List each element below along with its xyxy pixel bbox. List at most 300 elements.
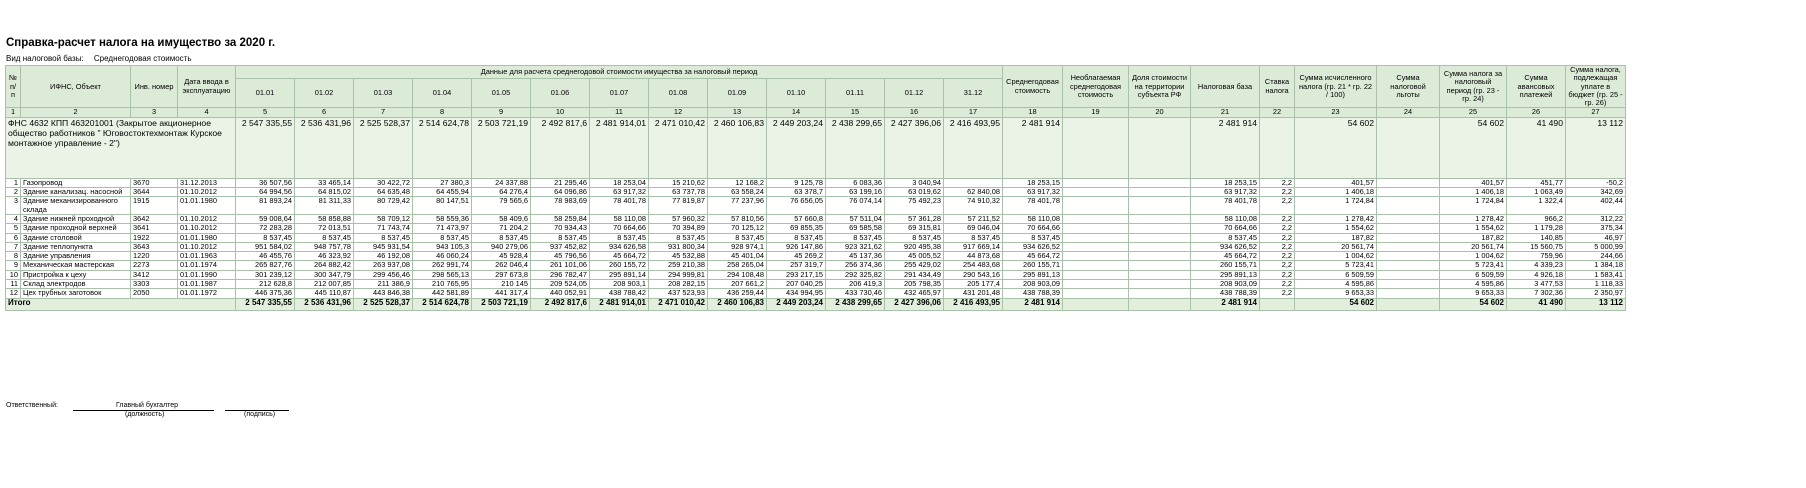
advance-payments: 4 926,18: [1507, 270, 1566, 279]
table-row: [6, 242, 1626, 251]
month-value: 8 537,45: [944, 233, 1003, 242]
month-value: 57 960,32: [649, 214, 708, 223]
month-value: 71 743,74: [354, 224, 413, 233]
column-number: 6: [295, 108, 354, 117]
column-number: 8: [413, 108, 472, 117]
share: [1129, 197, 1191, 215]
total-month-value: 2 481 914,01: [590, 298, 649, 310]
commission-date: 01.01.1972: [178, 289, 236, 298]
total-month-value: 2 547 335,55: [236, 298, 295, 310]
tax-rate: 2,2: [1260, 233, 1295, 242]
total-month-value: 2 503 721,19: [472, 298, 531, 310]
asset-name: Здание нижней проходной: [21, 214, 131, 223]
column-number: 1: [6, 108, 21, 117]
column-number: 3: [131, 108, 178, 117]
month-value: 63 917,32: [590, 188, 649, 197]
month-value: 290 543,16: [944, 270, 1003, 279]
month-value: 8 537,45: [413, 233, 472, 242]
average-cost: 18 253,15: [1003, 178, 1063, 187]
tax-payable: 46,97: [1566, 233, 1626, 242]
month-value: 207 040,25: [767, 280, 826, 289]
total-month-value: 2 460 106,83: [708, 298, 767, 310]
month-value: 928 974,1: [708, 242, 767, 251]
period-tax: 1 554,62: [1440, 224, 1507, 233]
header-tax-rate: Ставка налога: [1260, 66, 1295, 108]
month-value: 441 317,4: [472, 289, 531, 298]
total-non-taxable: [1063, 298, 1129, 310]
month-value: 8 537,45: [767, 233, 826, 242]
month-value: 206 419,3: [826, 280, 885, 289]
month-value: 24 337,88: [472, 178, 531, 187]
calculated-tax: 1 278,42: [1295, 214, 1377, 223]
non-taxable: [1063, 280, 1129, 289]
month-value: 948 757,78: [295, 242, 354, 251]
average-cost: 208 903,09: [1003, 280, 1063, 289]
table-row: [6, 188, 1626, 197]
inventory-number: 1220: [131, 252, 178, 261]
org-month-value: 2 481 914,01: [590, 117, 649, 178]
tax-base-value: Среднегодовая стоимость: [93, 54, 192, 63]
month-value: 81 311,33: [295, 197, 354, 215]
period-tax: 5 723,41: [1440, 261, 1507, 270]
advance-payments: 15 560,75: [1507, 242, 1566, 251]
month-value: 63 199,16: [826, 188, 885, 197]
column-number: 11: [590, 108, 649, 117]
period-tax: 401,57: [1440, 178, 1507, 187]
month-value: 45 137,36: [826, 252, 885, 261]
share: [1129, 261, 1191, 270]
month-value: 257 319,7: [767, 261, 826, 270]
month-value: 264 882,42: [295, 261, 354, 270]
tax-base: 260 155,71: [1191, 261, 1260, 270]
non-taxable: [1063, 289, 1129, 298]
org-tax-rate: [1260, 117, 1295, 178]
average-cost: 70 664,66: [1003, 224, 1063, 233]
period-tax: 9 653,33: [1440, 289, 1507, 298]
advance-payments: 3 477,53: [1507, 280, 1566, 289]
tax-benefit: [1377, 270, 1440, 279]
table-row: [6, 261, 1626, 270]
month-value: 45 664,72: [590, 252, 649, 261]
month-value: 294 999,81: [649, 270, 708, 279]
month-value: 71 473,97: [413, 224, 472, 233]
month-value: 46 455,76: [236, 252, 295, 261]
calculated-tax: 1 554,62: [1295, 224, 1377, 233]
month-value: 259 210,38: [649, 261, 708, 270]
column-number: 7: [354, 108, 413, 117]
tax-rate: 2,2: [1260, 261, 1295, 270]
tax-benefit: [1377, 224, 1440, 233]
row-number: 3: [6, 197, 21, 215]
inventory-number: 2050: [131, 289, 178, 298]
table-row: [6, 224, 1626, 233]
asset-name: Здание проходной верхней: [21, 224, 131, 233]
month-value: 293 217,15: [767, 270, 826, 279]
month-value: 69 315,81: [885, 224, 944, 233]
period-tax: 1 724,84: [1440, 197, 1507, 215]
month-value: 436 259,44: [708, 289, 767, 298]
month-value: 70 394,89: [649, 224, 708, 233]
month-value: 205 798,35: [885, 280, 944, 289]
column-number: 17: [944, 108, 1003, 117]
column-number: 9: [472, 108, 531, 117]
org-month-value: 2 460 106,83: [708, 117, 767, 178]
month-value: 945 931,54: [354, 242, 413, 251]
column-number: 18: [1003, 108, 1063, 117]
org-average-cost: 2 481 914: [1003, 117, 1063, 178]
month-value: 262 991,74: [413, 261, 472, 270]
row-number: 4: [6, 214, 21, 223]
month-value: 80 147,51: [413, 197, 472, 215]
tax-payable: 2 350,97: [1566, 289, 1626, 298]
total-share: [1129, 298, 1191, 310]
header-month-10: 01.11: [826, 78, 885, 108]
share: [1129, 178, 1191, 187]
column-number: 16: [885, 108, 944, 117]
month-value: 63 558,24: [708, 188, 767, 197]
month-value: 210 145: [472, 280, 531, 289]
total-month-value: 2 449 203,24: [767, 298, 826, 310]
tax-payable: 375,34: [1566, 224, 1626, 233]
month-value: 44 873,68: [944, 252, 1003, 261]
month-value: 295 891,14: [590, 270, 649, 279]
tax-payable: 312,22: [1566, 214, 1626, 223]
commission-date: 01.10.2012: [178, 188, 236, 197]
column-number: 13: [708, 108, 767, 117]
month-value: 445 110,87: [295, 289, 354, 298]
page-title: Справка-расчет налога на имущество за 2020 г.: [6, 37, 276, 49]
average-cost: 45 664,72: [1003, 252, 1063, 261]
month-value: 8 537,45: [590, 233, 649, 242]
header-average-cost-data: Данные для расчета среднегодовой стоимости имущества за налоговый период: [236, 66, 1003, 79]
tax-benefit: [1377, 280, 1440, 289]
average-cost: 295 891,13: [1003, 270, 1063, 279]
tax-rate: 2,2: [1260, 197, 1295, 215]
period-tax: 187,82: [1440, 233, 1507, 242]
calculated-tax: 1 724,84: [1295, 197, 1377, 215]
month-value: 80 729,42: [354, 197, 413, 215]
month-value: 434 994,95: [767, 289, 826, 298]
org-month-value: 2 471 010,42: [649, 117, 708, 178]
month-value: 8 537,45: [531, 233, 590, 242]
month-value: 940 279,06: [472, 242, 531, 251]
header-month-5: 01.06: [531, 78, 590, 108]
row-number: 11: [6, 280, 21, 289]
header-month-7: 01.08: [649, 78, 708, 108]
month-value: 440 052,91: [531, 289, 590, 298]
month-value: 71 204,2: [472, 224, 531, 233]
month-value: 433 730,46: [826, 289, 885, 298]
month-value: 45 796,56: [531, 252, 590, 261]
row-number: 8: [6, 252, 21, 261]
column-number: 23: [1295, 108, 1377, 117]
header-month-9: 01.10: [767, 78, 826, 108]
month-value: 30 422,72: [354, 178, 413, 187]
month-value: 296 782,47: [531, 270, 590, 279]
table-row: [6, 289, 1626, 298]
total-month-value: 2 514 624,78: [413, 298, 472, 310]
table-row: [6, 233, 1626, 242]
inventory-number: 1915: [131, 197, 178, 215]
calculated-tax: 6 509,59: [1295, 270, 1377, 279]
inventory-number: 1922: [131, 233, 178, 242]
tax-base: 78 401,78: [1191, 197, 1260, 215]
signature-caption: (подпись): [244, 411, 276, 418]
total-tax-base: 2 481 914: [1191, 298, 1260, 310]
column-number: 12: [649, 108, 708, 117]
month-value: 8 537,45: [649, 233, 708, 242]
tax-rate: 2,2: [1260, 270, 1295, 279]
share: [1129, 280, 1191, 289]
month-value: 3 040,94: [885, 178, 944, 187]
advance-payments: 4 339,23: [1507, 261, 1566, 270]
non-taxable: [1063, 188, 1129, 197]
org-row: [6, 117, 1626, 178]
org-month-value: 2 503 721,19: [472, 117, 531, 178]
month-value: 72 013,51: [295, 224, 354, 233]
tax-base: 45 664,72: [1191, 252, 1260, 261]
row-number: 1: [6, 178, 21, 187]
month-value: 69 585,58: [826, 224, 885, 233]
tax-payable: 1 384,18: [1566, 261, 1626, 270]
calculated-tax: 20 561,74: [1295, 242, 1377, 251]
tax-base: 295 891,13: [1191, 270, 1260, 279]
inventory-number: 3642: [131, 214, 178, 223]
tax-base: 208 903,09: [1191, 280, 1260, 289]
tax-benefit: [1377, 242, 1440, 251]
month-value: 208 903,1: [590, 280, 649, 289]
tax-payable: 244,66: [1566, 252, 1626, 261]
column-number: 24: [1377, 108, 1440, 117]
position-caption: (должность): [125, 411, 165, 418]
org-month-value: 2 525 528,37: [354, 117, 413, 178]
month-value: 76 074,14: [826, 197, 885, 215]
month-value: 63 378,7: [767, 188, 826, 197]
month-value: 297 673,8: [472, 270, 531, 279]
month-value: 442 581,89: [413, 289, 472, 298]
average-cost: 78 401,78: [1003, 197, 1063, 215]
column-number: 20: [1129, 108, 1191, 117]
month-value: 446 375,36: [236, 289, 295, 298]
tax-base: 438 788,39: [1191, 289, 1260, 298]
month-value: 69 046,04: [944, 224, 1003, 233]
month-value: 254 483,68: [944, 261, 1003, 270]
total-calculated-tax: 54 602: [1295, 298, 1377, 310]
column-number: 14: [767, 108, 826, 117]
share: [1129, 233, 1191, 242]
month-value: 943 105,3: [413, 242, 472, 251]
non-taxable: [1063, 214, 1129, 223]
tax-rate: 2,2: [1260, 280, 1295, 289]
month-value: 8 537,45: [826, 233, 885, 242]
share: [1129, 289, 1191, 298]
month-value: 15 210,62: [649, 178, 708, 187]
month-value: 260 155,72: [590, 261, 649, 270]
header-month-4: 01.05: [472, 78, 531, 108]
month-value: 69 855,35: [767, 224, 826, 233]
header-month-1: 01.02: [295, 78, 354, 108]
month-value: 300 347,79: [295, 270, 354, 279]
month-value: 292 325,82: [826, 270, 885, 279]
commission-date: 01.10.2012: [178, 224, 236, 233]
month-value: 12 168,2: [708, 178, 767, 187]
org-advance-payments: 41 490: [1507, 117, 1566, 178]
advance-payments: 966,2: [1507, 214, 1566, 223]
non-taxable: [1063, 224, 1129, 233]
month-value: 207 661,2: [708, 280, 767, 289]
month-value: 76 656,05: [767, 197, 826, 215]
average-cost: 58 110,08: [1003, 214, 1063, 223]
inventory-number: 3303: [131, 280, 178, 289]
column-number: 26: [1507, 108, 1566, 117]
total-month-value: 2 471 010,42: [649, 298, 708, 310]
month-value: 58 409,6: [472, 214, 531, 223]
month-value: 931 800,34: [649, 242, 708, 251]
month-value: 8 537,45: [354, 233, 413, 242]
period-tax: 1 406,18: [1440, 188, 1507, 197]
tax-base: 934 626,52: [1191, 242, 1260, 251]
month-value: 294 108,48: [708, 270, 767, 279]
month-value: 45 928,4: [472, 252, 531, 261]
month-value: 64 815,02: [295, 188, 354, 197]
month-value: 62 840,08: [944, 188, 1003, 197]
commission-date: 01.10.2012: [178, 214, 236, 223]
calculated-tax: 9 653,33: [1295, 289, 1377, 298]
month-value: 57 511,04: [826, 214, 885, 223]
commission-date: 01.01.1987: [178, 280, 236, 289]
month-value: 438 788,42: [590, 289, 649, 298]
total-month-value: 2 416 493,95: [944, 298, 1003, 310]
month-value: 36 507,56: [236, 178, 295, 187]
org-month-value: 2 536 431,96: [295, 117, 354, 178]
asset-name: Здание канализац. насосной: [21, 188, 131, 197]
month-value: 77 237,96: [708, 197, 767, 215]
month-value: 45 269,2: [767, 252, 826, 261]
responsible-label: Ответственный:: [6, 402, 58, 409]
month-value: [944, 178, 1003, 187]
non-taxable: [1063, 197, 1129, 215]
month-value: 72 283,28: [236, 224, 295, 233]
tax-payable: 402,44: [1566, 197, 1626, 215]
month-value: 299 456,46: [354, 270, 413, 279]
table-row: [6, 270, 1626, 279]
month-value: 78 401,78: [590, 197, 649, 215]
tax-benefit: [1377, 261, 1440, 270]
header-number: № п/п: [6, 66, 21, 108]
total-month-value: 2 492 817,6: [531, 298, 590, 310]
row-number: 9: [6, 261, 21, 270]
tax-payable: 1 118,33: [1566, 280, 1626, 289]
month-value: 27 380,3: [413, 178, 472, 187]
month-value: 70 934,43: [531, 224, 590, 233]
month-value: 8 537,45: [885, 233, 944, 242]
month-value: 46 323,92: [295, 252, 354, 261]
header-calculated-tax: Сумма исчисленного налога (гр. 21 * гр. 22 / 100): [1295, 66, 1377, 108]
inventory-number: 3641: [131, 224, 178, 233]
average-cost: 934 626,52: [1003, 242, 1063, 251]
org-non-taxable: [1063, 117, 1129, 178]
column-number: 19: [1063, 108, 1129, 117]
asset-name: Цех трубных заготовок: [21, 289, 131, 298]
position-value: Главный бухгалтер: [116, 402, 178, 409]
month-value: 256 374,36: [826, 261, 885, 270]
month-value: 57 810,56: [708, 214, 767, 223]
row-number: 10: [6, 270, 21, 279]
total-label: Итого: [6, 298, 236, 310]
tax-base: 58 110,08: [1191, 214, 1260, 223]
tax-benefit: [1377, 214, 1440, 223]
month-value: 923 321,62: [826, 242, 885, 251]
tax-benefit: [1377, 233, 1440, 242]
tax-rate: 2,2: [1260, 252, 1295, 261]
header-month-2: 01.03: [354, 78, 413, 108]
average-cost: 8 537,45: [1003, 233, 1063, 242]
average-cost: 260 155,71: [1003, 261, 1063, 270]
month-value: 926 147,86: [767, 242, 826, 251]
month-value: 431 201,48: [944, 289, 1003, 298]
month-value: 45 532,88: [649, 252, 708, 261]
average-cost: 63 917,32: [1003, 188, 1063, 197]
commission-date: 01.01.1980: [178, 197, 236, 215]
month-value: 211 386,9: [354, 280, 413, 289]
calculated-tax: 4 595,86: [1295, 280, 1377, 289]
month-value: 437 523,93: [649, 289, 708, 298]
commission-date: 31.12.2013: [178, 178, 236, 187]
table-row: [6, 252, 1626, 261]
non-taxable: [1063, 233, 1129, 242]
table-row: [6, 197, 1626, 215]
column-number: 2: [21, 108, 131, 117]
tax-rate: 2,2: [1260, 224, 1295, 233]
total-period-tax: 54 602: [1440, 298, 1507, 310]
advance-payments: 451,77: [1507, 178, 1566, 187]
advance-payments: 140,85: [1507, 233, 1566, 242]
tax-base: 70 664,66: [1191, 224, 1260, 233]
tax-base-type: [6, 54, 200, 63]
tax-base: 18 253,15: [1191, 178, 1260, 187]
month-value: 58 559,36: [413, 214, 472, 223]
month-value: 79 565,6: [472, 197, 531, 215]
month-value: 8 537,45: [295, 233, 354, 242]
month-value: 934 626,58: [590, 242, 649, 251]
asset-name: Механическая мастерская: [21, 261, 131, 270]
asset-name: Здание механизированного склада: [21, 197, 131, 215]
non-taxable: [1063, 270, 1129, 279]
month-value: 81 893,24: [236, 197, 295, 215]
asset-name: Склад электродов: [21, 280, 131, 289]
share: [1129, 252, 1191, 261]
column-number: 27: [1566, 108, 1626, 117]
month-value: 263 937,08: [354, 261, 413, 270]
calculated-tax: 1 004,62: [1295, 252, 1377, 261]
calculated-tax: 5 723,41: [1295, 261, 1377, 270]
month-value: 937 452,82: [531, 242, 590, 251]
row-number: 2: [6, 188, 21, 197]
org-month-value: 2 427 396,06: [885, 117, 944, 178]
average-cost: 438 788,39: [1003, 289, 1063, 298]
tax-benefit: [1377, 197, 1440, 215]
header-average-cost: Среднегодовая стоимость: [1003, 66, 1063, 108]
period-tax: 20 561,74: [1440, 242, 1507, 251]
tax-rate: 2,2: [1260, 289, 1295, 298]
org-month-value: 2 514 624,78: [413, 117, 472, 178]
month-value: 21 295,46: [531, 178, 590, 187]
column-number: 15: [826, 108, 885, 117]
calculated-tax: 1 406,18: [1295, 188, 1377, 197]
table-row: [6, 178, 1626, 187]
month-value: 58 709,12: [354, 214, 413, 223]
tax-base: 63 917,32: [1191, 188, 1260, 197]
